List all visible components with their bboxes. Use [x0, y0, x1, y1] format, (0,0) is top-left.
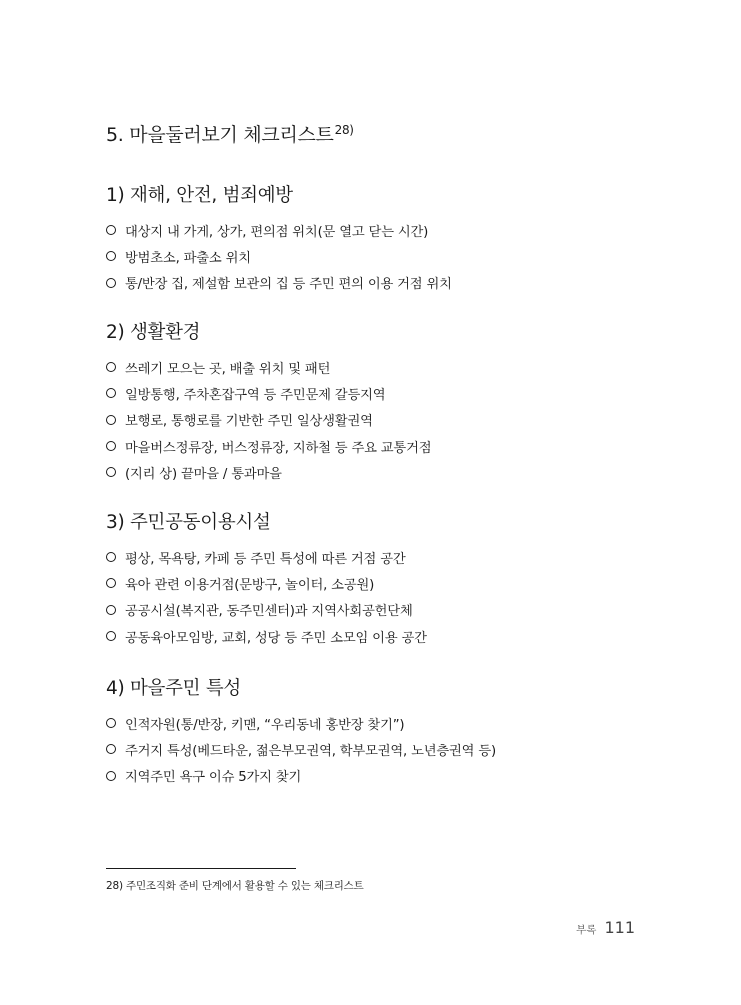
- list-item: [106, 570, 427, 596]
- section-heading: 4) 마을주민 특성: [106, 678, 241, 699]
- list-item-text: 대상지 내 가게, 상가, 편의점 위치(문 열고 닫는 시간): [125, 224, 429, 240]
- section-resident-characteristics: [106, 676, 496, 789]
- list-item-text: 지역주민 욕구 이슈 5가지 찾기: [125, 770, 302, 786]
- page-title: [106, 120, 354, 147]
- list-item: [106, 710, 496, 736]
- list-item: [106, 459, 431, 485]
- section-heading: 3) 주민공동이용시설: [106, 512, 271, 533]
- section-community-facilities: [106, 510, 427, 649]
- footnote-divider: [106, 868, 296, 869]
- list-item-text: 보행로, 통행로를 기반한 주민 일상생활권역: [125, 414, 373, 430]
- page-title-text: 5. 마을둘러보기 체크리스트: [106, 124, 334, 146]
- list-item: [106, 544, 427, 570]
- list-item-text: 인적자원(통/반장, 키맨, “우리동네 홍반장 찾기”): [125, 717, 405, 733]
- circle-bullet-icon: [106, 552, 116, 562]
- circle-bullet-icon: [106, 251, 116, 261]
- list-item-text: 마을버스정류장, 버스정류장, 지하철 등 주요 교통거점: [125, 440, 432, 456]
- list-item-text: 방범초소, 파출소 위치: [125, 250, 251, 266]
- circle-bullet-icon: [106, 362, 116, 372]
- section-heading: 1) 재해, 안전, 범죄예방: [106, 185, 293, 206]
- list-item: [106, 217, 452, 243]
- circle-bullet-icon: [106, 225, 116, 235]
- footer-label: 부록: [576, 924, 597, 936]
- list-item-text: 주거지 특성(베드타운, 젊은부모권역, 학부모권역, 노년층권역 등): [125, 743, 496, 759]
- list-item: [106, 763, 496, 789]
- list-item-text: 쓰레기 모으는 곳, 배출 위치 및 패턴: [125, 361, 331, 377]
- footnote: 28) 주민조직화 준비 단계에서 활용할 수 있는 체크리스트: [106, 880, 364, 892]
- list-item: [106, 597, 427, 623]
- page-footer: [576, 918, 635, 937]
- list-item: [106, 354, 431, 380]
- list-item: [106, 433, 431, 459]
- list-item: [106, 243, 452, 269]
- page-number: 111: [604, 918, 635, 937]
- list-item: [106, 736, 496, 762]
- circle-bullet-icon: [106, 578, 116, 588]
- list-item-text: 일방통행, 주차혼잡구역 등 주민문제 갈등지역: [125, 387, 386, 403]
- circle-bullet-icon: [106, 388, 116, 398]
- circle-bullet-icon: [106, 771, 116, 781]
- list-item: [106, 407, 431, 433]
- list-item-text: 통/반장 집, 제설함 보관의 집 등 주민 편의 이용 거점 위치: [125, 277, 452, 293]
- list-item-text: 육아 관련 이용거점(문방구, 놀이터, 소공원): [125, 577, 375, 593]
- circle-bullet-icon: [106, 441, 116, 451]
- circle-bullet-icon: [106, 718, 116, 728]
- circle-bullet-icon: [106, 278, 116, 288]
- circle-bullet-icon: [106, 631, 116, 641]
- circle-bullet-icon: [106, 467, 116, 477]
- footnote-reference: 28): [334, 123, 354, 137]
- circle-bullet-icon: [106, 415, 116, 425]
- circle-bullet-icon: [106, 605, 116, 615]
- list-item: [106, 623, 427, 649]
- list-item-text: 공동육아모임방, 교회, 성당 등 주민 소모임 이용 공간: [125, 630, 427, 646]
- list-item: [106, 380, 431, 406]
- section-living-environment: [106, 320, 431, 485]
- list-item: [106, 270, 452, 296]
- section-heading: 2) 생활환경: [106, 322, 201, 343]
- list-item-text: (지리 상) 끝마을 / 통과마을: [125, 466, 282, 482]
- section-disaster-safety: [106, 183, 452, 296]
- list-item-text: 공공시설(복지관, 동주민센터)과 지역사회공헌단체: [125, 604, 413, 620]
- circle-bullet-icon: [106, 744, 116, 754]
- list-item-text: 평상, 목욕탕, 카페 등 주민 특성에 따른 거점 공간: [125, 551, 406, 567]
